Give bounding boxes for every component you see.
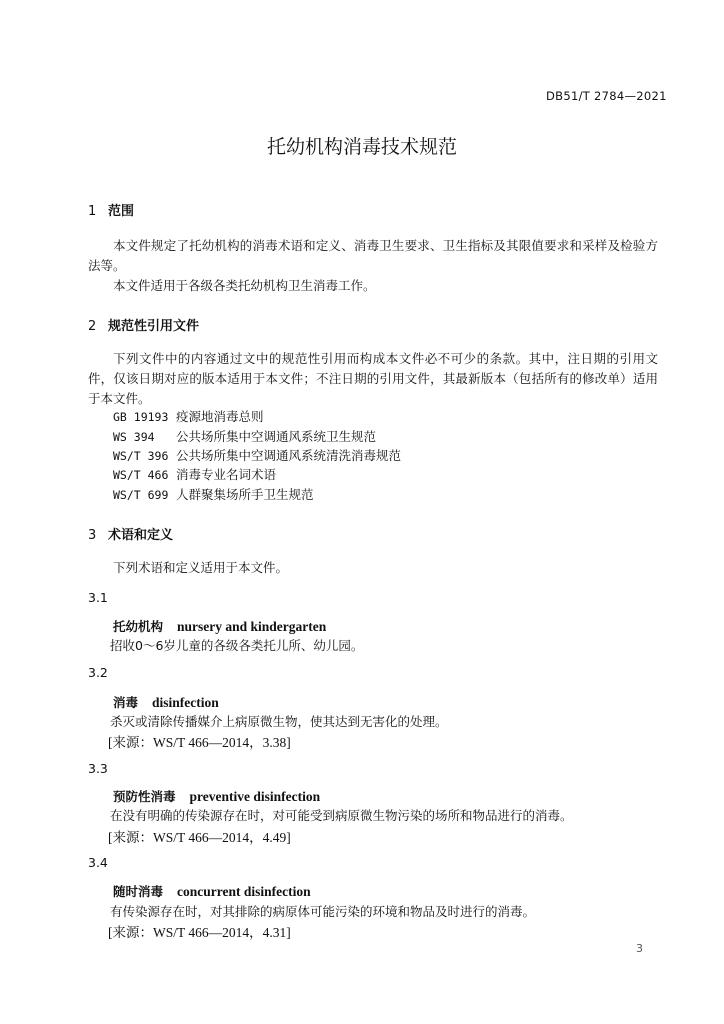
- section-title: 范围: [108, 204, 135, 219]
- terms-intro: 下列术语和定义适用于本文件。: [113, 560, 289, 575]
- section-title: 术语和定义: [108, 528, 174, 543]
- scope-paragraph-1: 本文件规定了托幼机构的消毒术语和定义、消毒卫生要求、卫生指标及其限值要求和采样及检验方法等。: [88, 238, 658, 273]
- term-heading: [113, 882, 311, 900]
- term-number: 3.4: [88, 855, 108, 870]
- term-heading: [113, 617, 326, 635]
- scope-paragraph-2: 本文件适用于各级各类托幼机构卫生消毒工作。: [113, 278, 376, 293]
- section-number: 3: [88, 528, 97, 543]
- term-source: [来源：WS/T 466—2014，3.38]: [108, 735, 291, 750]
- term-source: [来源：WS/T 466—2014，4.31]: [108, 925, 291, 940]
- standard-number: DB51/T 2784—2021: [546, 89, 667, 103]
- section-heading-references: [88, 315, 199, 334]
- reference-title: 公共场所集中空调通风系统清洗消毒规范: [176, 448, 402, 463]
- term-number: 3.1: [88, 590, 108, 605]
- reference-code: WS/T 466: [113, 468, 169, 482]
- reference-code: GB 19193: [113, 410, 169, 424]
- term-zh: 预防性消毒: [113, 789, 176, 804]
- section-number: 2: [88, 319, 97, 334]
- term-en: nursery and kindergarten: [177, 619, 327, 634]
- term-definition: 有传染源存在时，对其排除的病原体可能污染的环境和物品及时进行的消毒。: [110, 904, 536, 919]
- term-definition: 在没有明确的传染源存在时，对可能受到病原微生物污染的场所和物品进行的消毒。: [110, 808, 573, 823]
- term-en: disinfection: [152, 695, 219, 710]
- term-definition: 杀灭或清除传播媒介上病原微生物，使其达到无害化的处理。: [110, 714, 448, 729]
- term-zh: 随时消毒: [113, 884, 164, 899]
- section-heading-terms: [88, 524, 173, 543]
- term-heading: [113, 787, 320, 805]
- section-number: 1: [88, 204, 97, 219]
- page-number: 3: [636, 942, 643, 955]
- term-number: 3.2: [88, 665, 108, 680]
- reference-item: [113, 427, 376, 445]
- reference-item: [113, 446, 401, 464]
- reference-code: WS/T 396: [113, 449, 169, 463]
- reference-code: WS/T 699: [113, 488, 169, 502]
- term-number: 3.3: [88, 761, 108, 776]
- reference-title: 疫源地消毒总则: [176, 409, 264, 424]
- term-definition: 招收0～6岁儿童的各级各类托儿所、幼儿园。: [110, 638, 364, 653]
- reference-title: 消毒专业名词术语: [176, 467, 277, 482]
- term-zh: 托幼机构: [113, 619, 164, 634]
- term-heading: [113, 693, 219, 711]
- document-title: 托幼机构消毒技术规范: [266, 136, 457, 158]
- reference-item: [113, 465, 276, 483]
- reference-item: [113, 407, 264, 425]
- term-source: [来源：WS/T 466—2014，4.49]: [108, 830, 291, 845]
- term-en: concurrent disinfection: [177, 884, 311, 899]
- section-title: 规范性引用文件: [108, 319, 200, 334]
- references-intro: 下列文件中的内容通过文中的规范性引用而构成本文件必不可少的条款。其中，注日期的引用文件，仅该日期对应的版本适用于本文件；不注日期的引用文件，其最新版本（包括所有的修改单）适用于本文件。: [88, 351, 658, 406]
- term-en: preventive disinfection: [189, 789, 321, 804]
- section-heading-scope: [88, 200, 134, 219]
- reference-item: [113, 485, 314, 503]
- term-zh: 消毒: [113, 695, 139, 710]
- reference-title: 人群聚集场所手卫生规范: [176, 487, 314, 502]
- reference-code: WS 394: [113, 430, 155, 444]
- reference-title: 公共场所集中空调通风系统卫生规范: [176, 429, 377, 444]
